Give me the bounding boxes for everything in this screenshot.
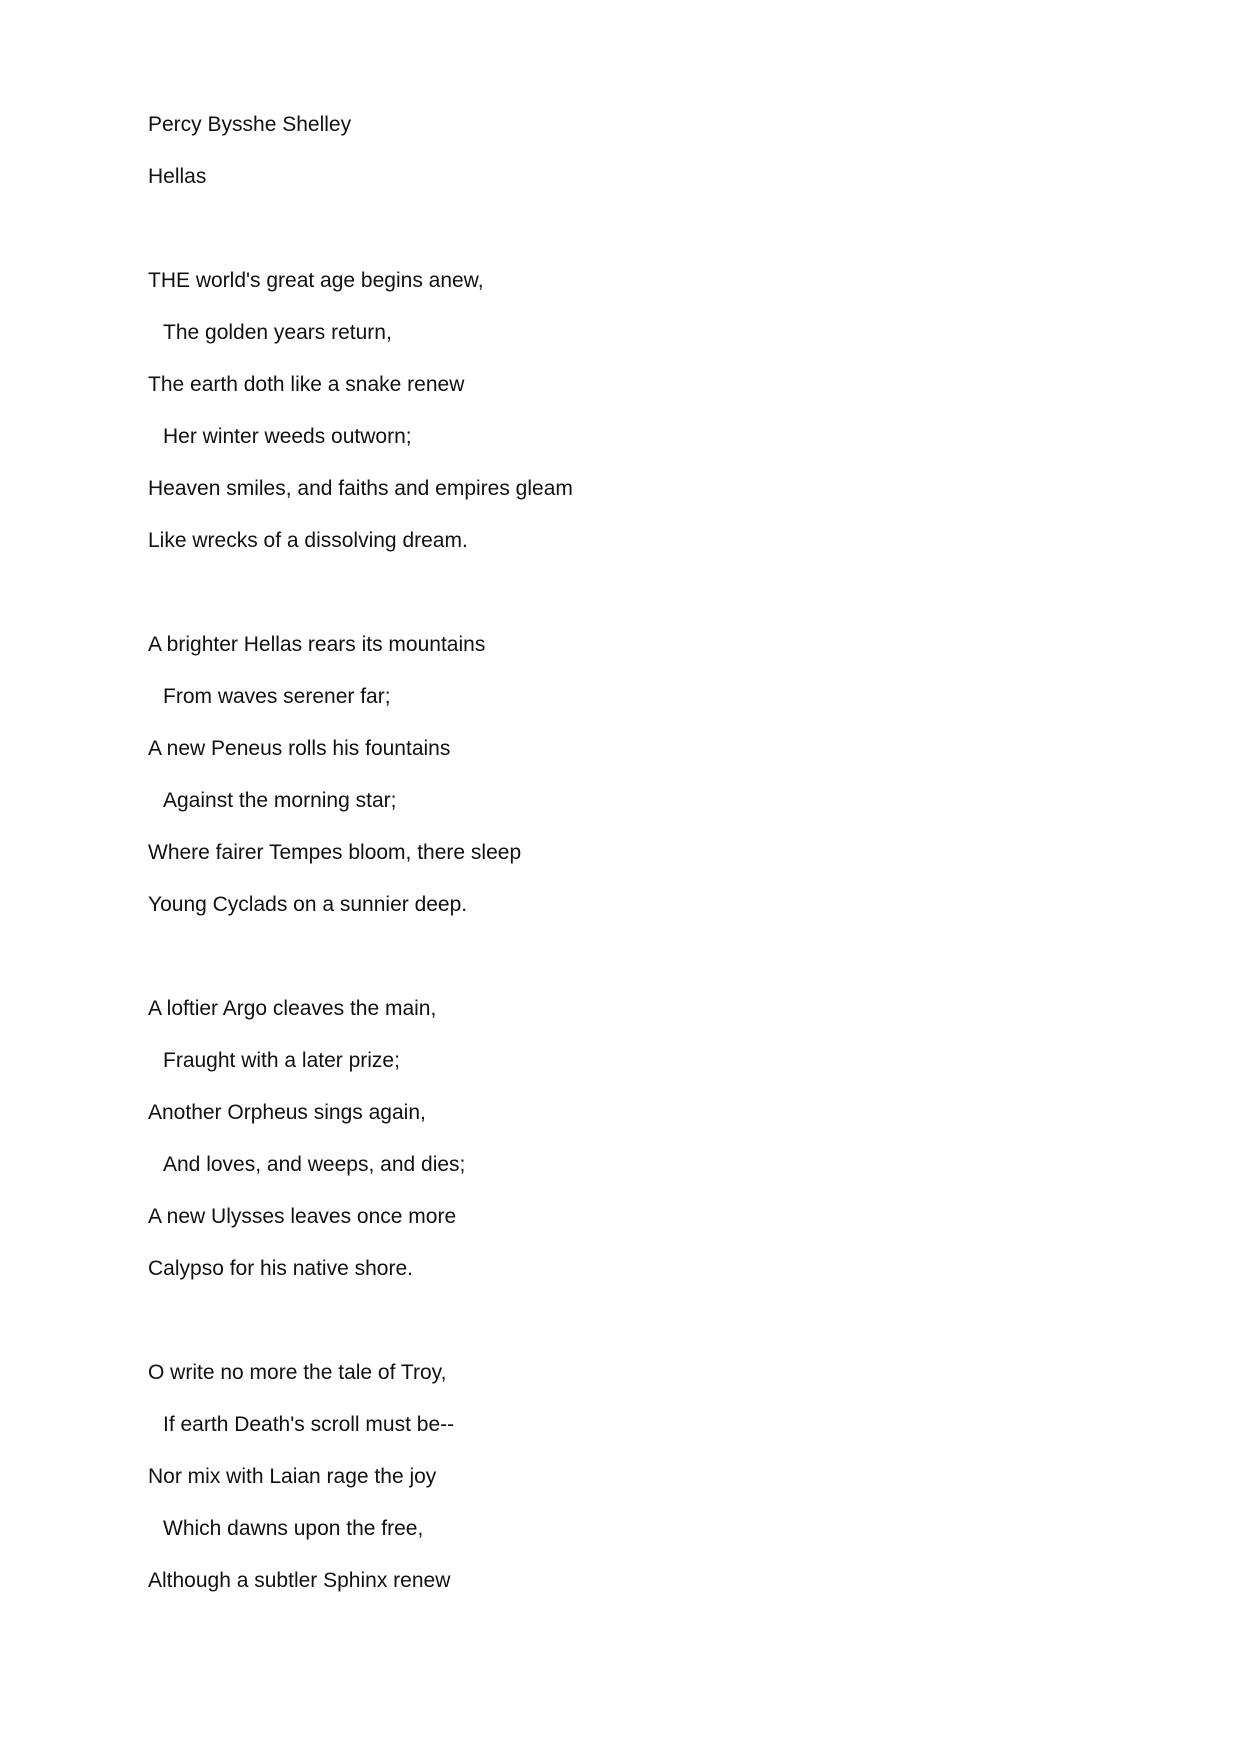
poem-line: Another Orpheus sings again, [148, 1101, 426, 1124]
poem-line: Young Cyclads on a sunnier deep. [148, 893, 468, 916]
poem-line: And loves, and weeps, and dies; [163, 1153, 466, 1176]
poem-line: A new Ulysses leaves once more [148, 1205, 457, 1228]
poem-line: Her winter weeds outworn; [163, 425, 412, 448]
poem-text [148, 108, 1148, 1616]
poem-title: Hellas [148, 165, 207, 188]
poem-line: THE world's great age begins anew, [148, 269, 484, 292]
poem-line: Like wrecks of a dissolving dream. [148, 529, 468, 552]
poem-line: A new Peneus rolls his fountains [148, 737, 451, 760]
author-name: Percy Bysshe Shelley [148, 113, 352, 136]
poem-line: Heaven smiles, and faiths and empires gleam [148, 477, 573, 500]
poem-line: Which dawns upon the free, [163, 1517, 424, 1540]
poem-line: Nor mix with Laian rage the joy [148, 1465, 437, 1488]
poem-line: Although a subtler Sphinx renew [148, 1569, 451, 1592]
poem-line: O write no more the tale of Troy, [148, 1361, 447, 1384]
poem-line: From waves serener far; [163, 685, 391, 708]
poem-line: Fraught with a later prize; [163, 1049, 400, 1072]
poem-line: The earth doth like a snake renew [148, 373, 465, 396]
poem-line: Against the morning star; [163, 789, 397, 812]
poem-line: A loftier Argo cleaves the main, [148, 997, 437, 1020]
poem-line: The golden years return, [163, 321, 392, 344]
poem-line: Calypso for his native shore. [148, 1257, 413, 1280]
blank-line [148, 212, 1148, 264]
poem-line: A brighter Hellas rears its mountains [148, 633, 486, 656]
blank-line [148, 576, 1148, 628]
poem-line: Where fairer Tempes bloom, there sleep [148, 841, 522, 864]
poem-line: If earth Death's scroll must be-- [163, 1413, 455, 1436]
blank-line [148, 940, 1148, 992]
blank-line [148, 1304, 1148, 1356]
